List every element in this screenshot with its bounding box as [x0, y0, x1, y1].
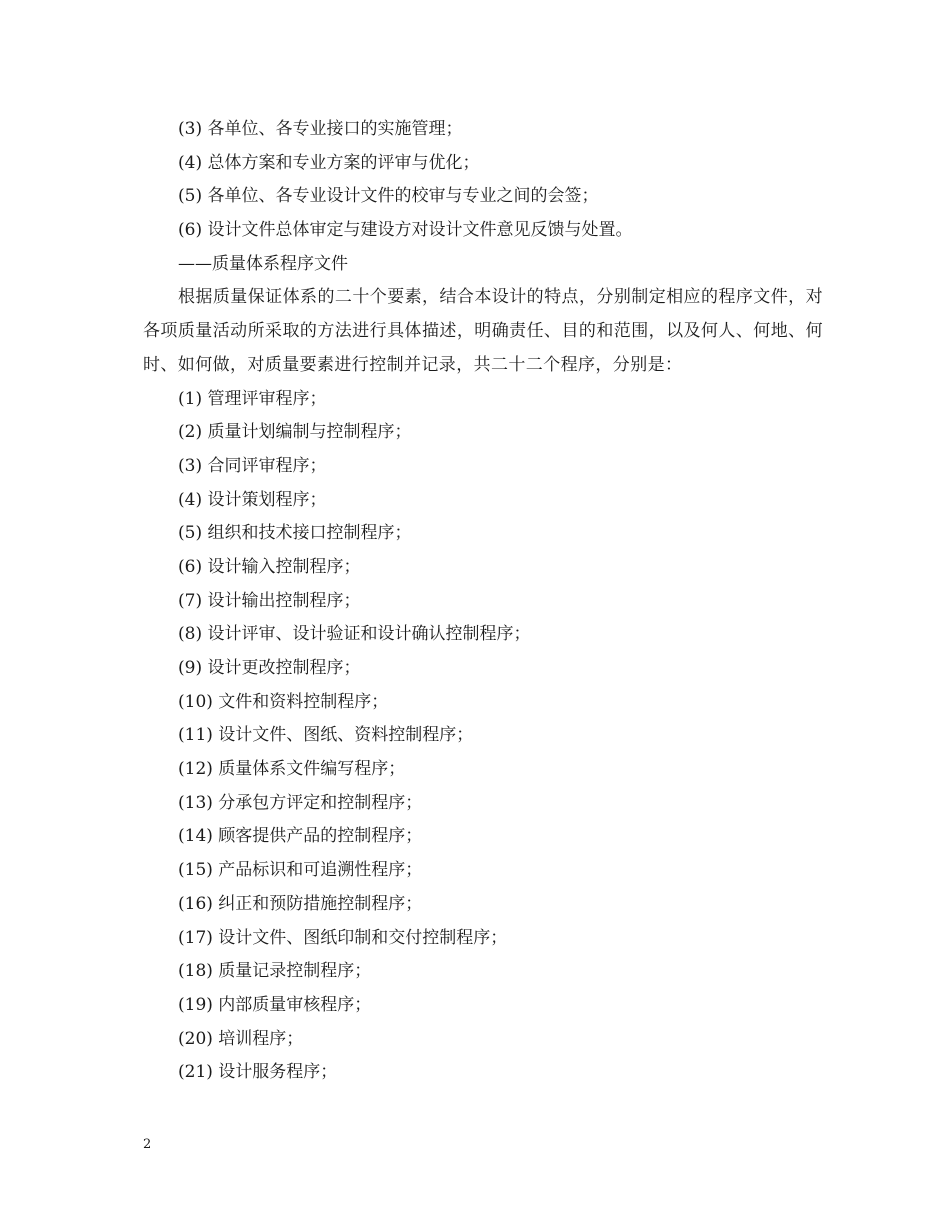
body-paragraph: 根据质量保证体系的二十个要素，结合本设计的特点，分别制定相应的程序文件，对各项质量活动所采取的方法进行具体描述，明确责任、目的和范围，以及何人、何地、何时、如何做，对质量要素进行控制并记录，共二十二个程序，分别是：	[143, 287, 823, 375]
list-item: (3) 各单位、各专业接口的实施管理；	[178, 119, 463, 139]
top-list	[143, 113, 823, 248]
list-item: (14) 顾客提供产品的控制程序；	[178, 826, 423, 847]
list-item: (7) 设计输出控制程序；	[178, 590, 361, 611]
list-item: (3) 合同评审程序；	[178, 455, 327, 476]
list-item: (6) 设计文件总体审定与建设方对设计文件意见反馈与处置。	[178, 220, 633, 241]
list-item: (15) 产品标识和可追溯性程序；	[178, 860, 423, 881]
list-item: (12) 质量体系文件编写程序；	[178, 759, 406, 780]
list-item: (13) 分承包方评定和控制程序；	[178, 792, 423, 813]
list-item: (18) 质量记录控制程序；	[178, 961, 372, 982]
page-content	[143, 113, 823, 1090]
list-item: (5) 各单位、各专业设计文件的校审与专业之间的会签；	[178, 186, 599, 207]
list-item: (17) 设计文件、图纸印制和交付控制程序；	[178, 927, 508, 948]
list-item: (4) 总体方案和专业方案的评审与优化；	[178, 152, 480, 173]
section-heading: ——质量体系程序文件	[178, 253, 348, 274]
list-item: (16) 纠正和预防措施控制程序；	[178, 893, 423, 914]
list-item: (4) 设计策划程序；	[178, 489, 327, 510]
list-item: (11) 设计文件、图纸、资料控制程序；	[178, 725, 474, 746]
list-item: (19) 内部质量审核程序；	[178, 994, 372, 1015]
list-item: (8) 设计评审、设计验证和设计确认控制程序；	[178, 624, 531, 645]
list-item: (20) 培训程序；	[178, 1028, 304, 1049]
list-item: (2) 质量计划编制与控制程序；	[178, 422, 412, 443]
page-number: 2	[143, 1137, 152, 1152]
list-item: (10) 文件和资料控制程序；	[178, 691, 389, 712]
list-item: (5) 组织和技术接口控制程序；	[178, 523, 412, 544]
list-item: (21) 设计服务程序；	[178, 1062, 338, 1083]
procedure-list	[143, 383, 823, 1090]
list-item: (9) 设计更改控制程序；	[178, 658, 361, 679]
list-item: (1) 管理评审程序；	[178, 388, 327, 409]
list-item: (6) 设计输入控制程序；	[178, 556, 361, 577]
